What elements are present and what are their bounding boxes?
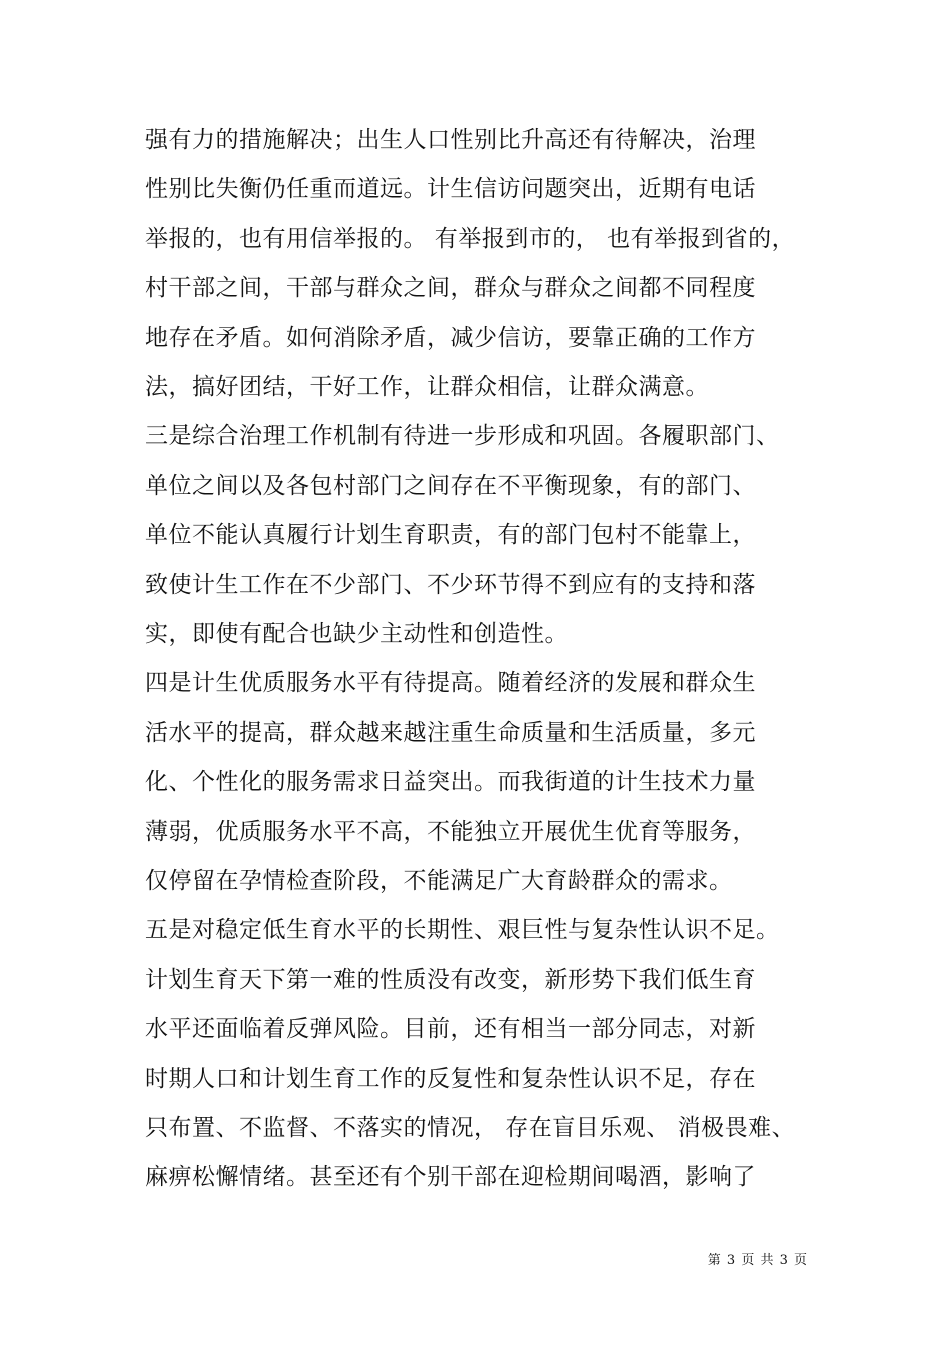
paragraph-heading-4: 四是计生优质服务水平有待提高。随着经济的发展和群众生 xyxy=(145,670,756,696)
text-line: 计划生育天下第一难的性质没有改变，新形势下我们低生育 xyxy=(145,967,756,993)
text-line: 麻痹松懈情绪。甚至还有个别干部在迎检期间喝酒，影响了 xyxy=(145,1164,756,1190)
text-line: 单位之间以及各包村部门之间存在不平衡现象，有的部门、 xyxy=(145,473,756,499)
text-line: 薄弱，优质服务水平不高，不能独立开展优生优育等服务， xyxy=(145,819,756,845)
text-line: 时期人口和计划生育工作的反复性和复杂性认识不足，存在 xyxy=(145,1066,756,1092)
text-line: 单位不能认真履行计划生育职责，有的部门包村不能靠上， xyxy=(145,522,756,548)
text-line: 致使计生工作在不少部门、不少环节得不到应有的支持和落 xyxy=(145,572,756,598)
text-line: 水平还面临着反弹风险。目前，还有相当一部分同志，对新 xyxy=(145,1016,756,1042)
text-line: 活水平的提高，群众越来越注重生命质量和生活质量，多元 xyxy=(145,720,756,746)
text-line: 举报的，也有用信举报的。 有举报到市的， 也有举报到省的， xyxy=(145,226,796,252)
paragraph-heading-3: 三是综合治理工作机制有待进一步形成和巩固。各履职部门、 xyxy=(145,423,780,449)
text-line: 实，即使有配合也缺少主动性和创造性。 xyxy=(145,621,568,647)
text-line: 仅停留在孕情检查阶段，不能满足广大育龄群众的需求。 xyxy=(145,868,733,894)
text-line: 村干部之间，干部与群众之间，群众与群众之间都不同程度 xyxy=(145,275,756,301)
page-number-footer: 第 3 页 共 3 页 xyxy=(707,1253,808,1268)
paragraph-heading-5: 五是对稳定低生育水平的长期性、艰巨性与复杂性认识不足。 xyxy=(145,917,780,943)
text-line: 地存在矛盾。如何消除矛盾，减少信访，要靠正确的工作方 xyxy=(145,325,756,351)
text-line: 只布置、不监督、不落实的情况， 存在盲目乐观、 消极畏难、 xyxy=(145,1115,796,1141)
text-line: 性别比失衡仍任重而道远。计生信访问题突出，近期有电话 xyxy=(145,176,756,202)
text-line: 法，搞好团结，干好工作，让群众相信，让群众满意。 xyxy=(145,374,709,400)
text-line: 强有力的措施解决；出生人口性别比升高还有待解决，治理 xyxy=(145,127,756,153)
text-line: 化、个性化的服务需求日益突出。而我街道的计生技术力量 xyxy=(145,769,756,795)
